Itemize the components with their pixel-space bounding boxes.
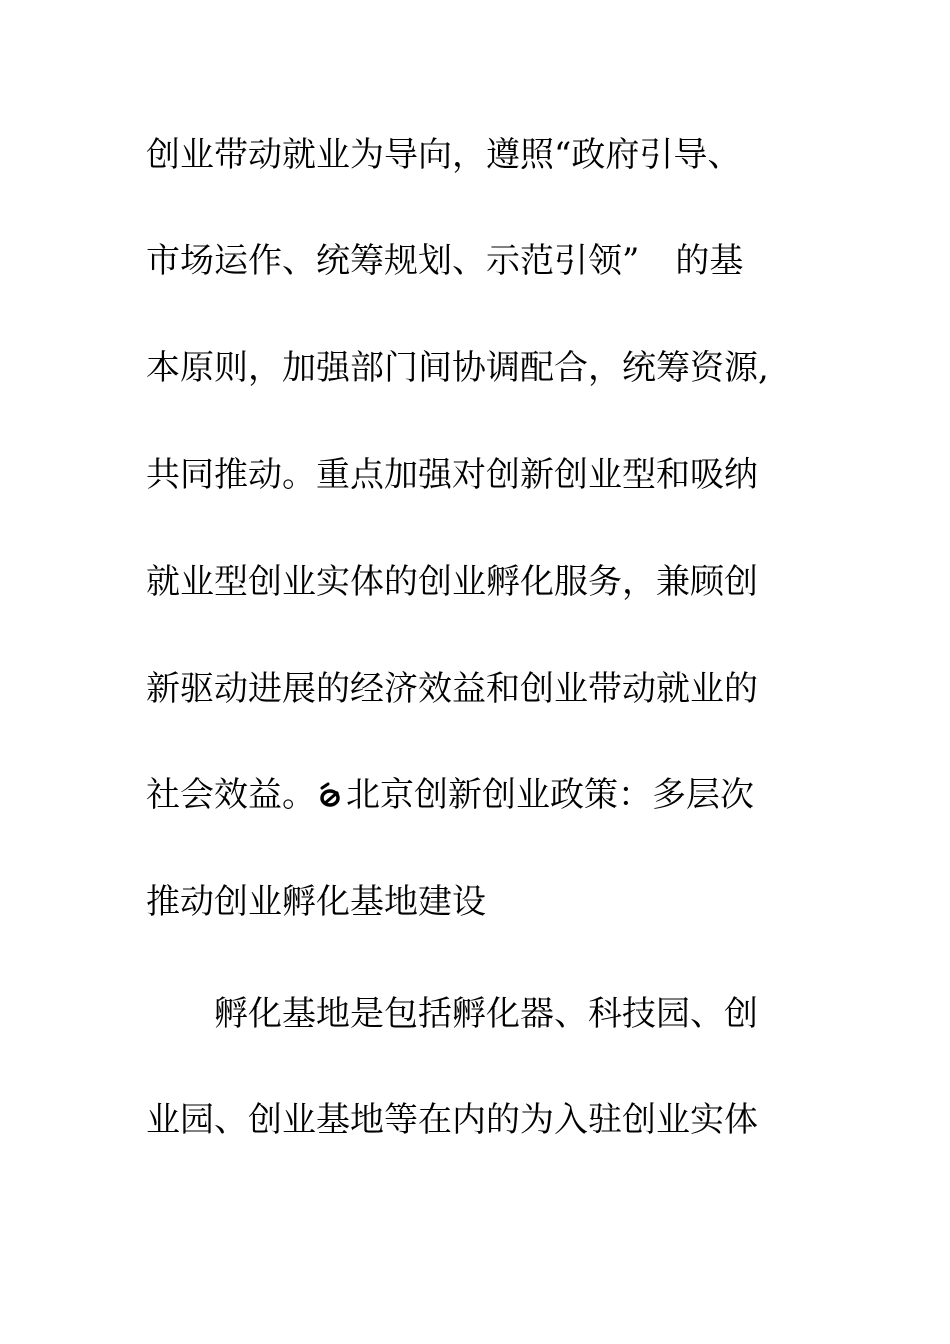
text-line-5	[146, 552, 806, 612]
text-line-2-tail: 的基	[675, 241, 744, 281]
text-line-1	[146, 125, 806, 185]
text-line-7-heading: 北京创新创业政策：多层次	[346, 775, 754, 815]
text-line-3-content: 本原则，加强部门间协调配合，统筹资源,	[146, 348, 769, 388]
text-line-10-content: 业园、创业基地等在内的为入驻创业实体	[146, 1100, 758, 1140]
text-line-10	[146, 1090, 806, 1150]
text-line-2	[146, 231, 806, 291]
text-line-9-content: 孵化基地是包括孵化器、科技园、创	[214, 994, 758, 1034]
text-line-5-content: 就业型创业实体的创业孵化服务，兼顾创	[146, 562, 758, 602]
text-line-1-content: 创业带动就业为导向，遵照“政府引导、	[146, 135, 742, 175]
text-line-3	[146, 338, 806, 398]
bullet-icon	[318, 780, 342, 810]
text-line-6	[146, 659, 806, 719]
text-line-8	[146, 872, 806, 932]
text-line-2-content: 市场运作、统筹规划、示范引领”	[146, 241, 640, 281]
text-line-4	[146, 445, 806, 505]
text-line-4-content: 共同推动。重点加强对创新创业型和吸纳	[146, 455, 758, 495]
text-line-9	[214, 984, 874, 1044]
text-line-6-content: 新驱动进展的经济效益和创业带动就业的	[146, 669, 758, 709]
text-line-7	[146, 765, 806, 825]
text-line-7-start: 社会效益。	[146, 775, 316, 815]
text-line-8-content: 推动创业孵化基地建设	[146, 882, 486, 922]
